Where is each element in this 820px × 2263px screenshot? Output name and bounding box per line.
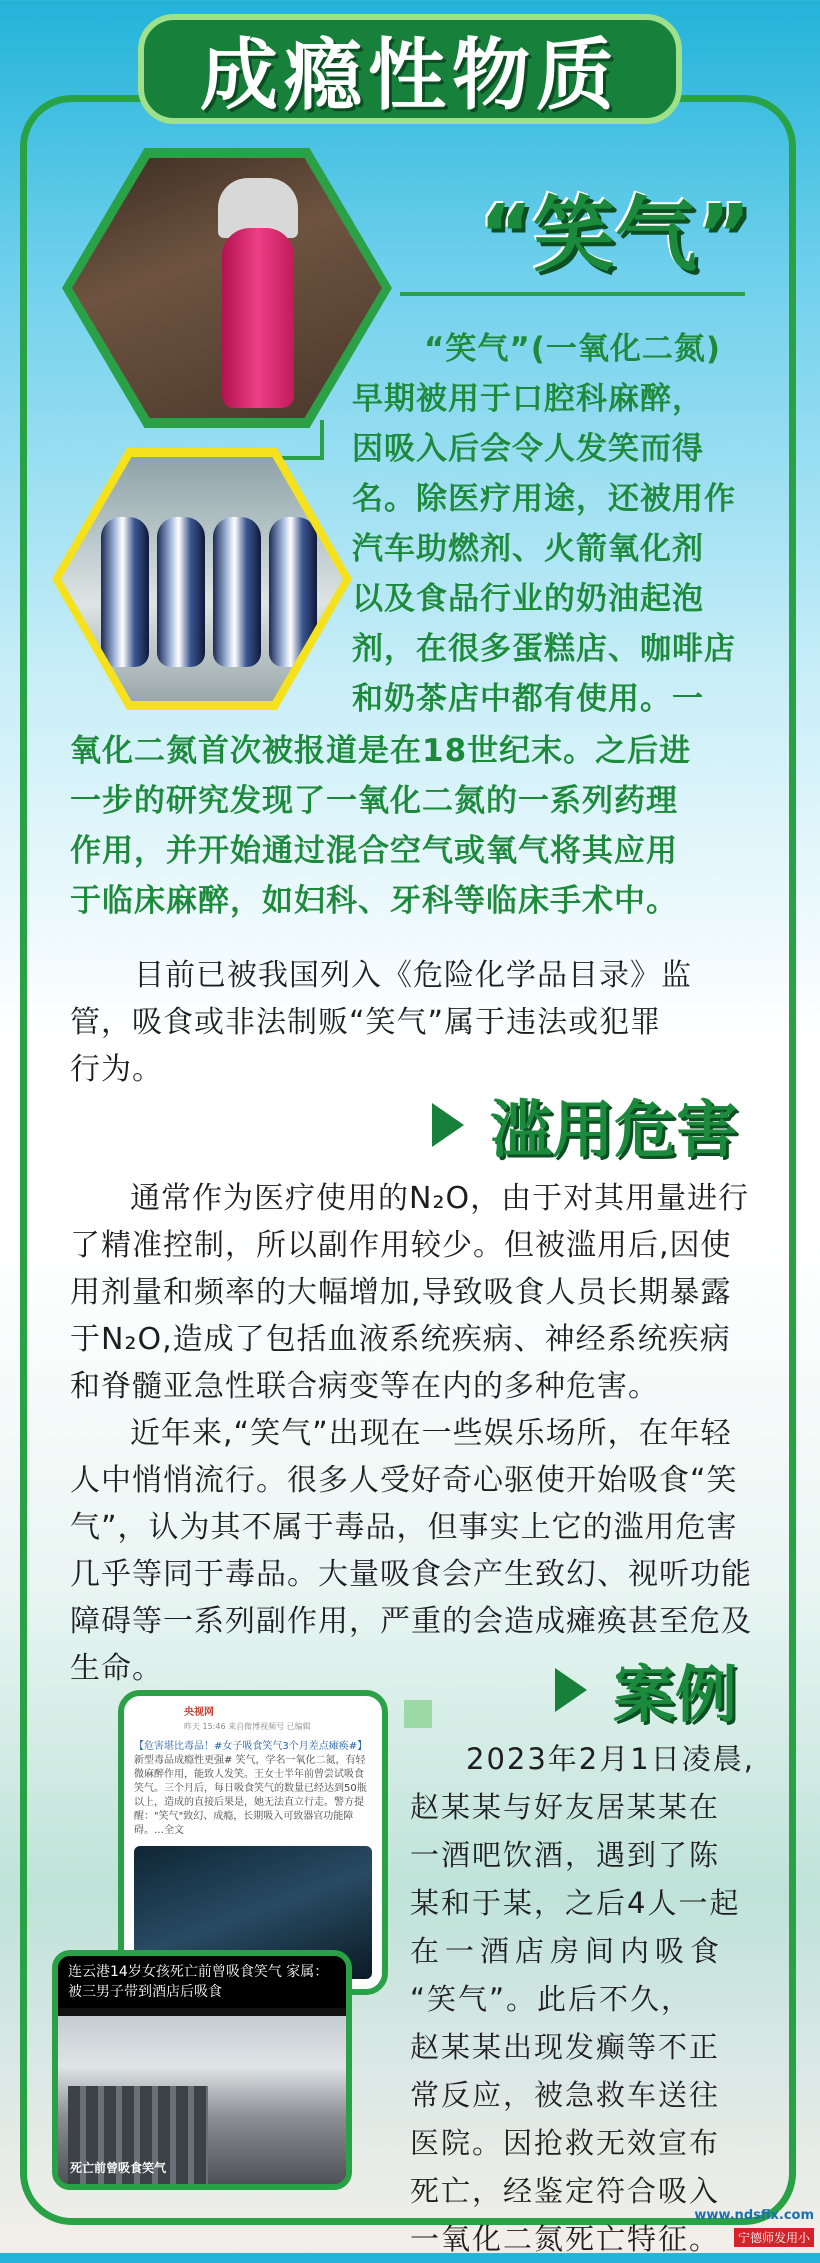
text-line: 一酒吧饮酒，遇到了陈 bbox=[410, 1838, 721, 1872]
text-line: 赵某某出现发癫等不正 bbox=[410, 2030, 721, 2064]
text-line: 一氧化二氮死亡特征。 bbox=[410, 2222, 721, 2256]
decor-square bbox=[404, 1700, 432, 1728]
text-line: 目前已被我国列入《危险化学品目录》监 bbox=[134, 958, 692, 993]
text-line: 汽车助燃剂、火箭氧化剂 bbox=[352, 531, 704, 567]
news-photo-caption: 连云港14岁女孩死亡前曾吸食笑气 家属：被三男子带到酒店后吸食 bbox=[58, 1956, 346, 2008]
harm-paragraph-1 bbox=[70, 1175, 770, 1410]
text-line: 死亡，经鉴定符合吸入 bbox=[410, 2174, 721, 2208]
text-line: 以及食品行业的奶油起泡 bbox=[352, 581, 704, 617]
harm-heading bbox=[432, 1080, 738, 1169]
text-line: 了精准控制，所以副作用较少。但被滥用后,因使 bbox=[70, 1228, 732, 1263]
text-line: 人中悄悄流行。很多人受好奇心驱使开始吸食“笑 bbox=[70, 1463, 738, 1498]
text-line: 某和于某，之后4人一起 bbox=[410, 1886, 741, 1920]
news-headline: 【危害堪比毒品！#女子吸食笑气3个月差点瘫痪#】 bbox=[134, 1741, 368, 1752]
text-line: 作用，并开始通过混合空气或氧气将其应用 bbox=[70, 833, 678, 869]
news-meta: 昨天 15:46 来自微博视频号 已编辑 bbox=[184, 1722, 311, 1731]
text-line: 一步的研究发现了一氧化二氮的一系列药理 bbox=[70, 783, 678, 819]
text-line: 障碍等一系列副作用，严重的会造成瘫痪甚至危及 bbox=[70, 1604, 752, 1639]
text-line: 和奶茶店中都有使用。一 bbox=[352, 681, 704, 717]
text-line: 和脊髓亚急性联合病变等在内的多种危害。 bbox=[70, 1369, 659, 1404]
text-line: 在一酒店房间内吸食 bbox=[410, 1934, 726, 1968]
watermark: www.ndsfix.com bbox=[694, 2208, 814, 2223]
divider-line bbox=[400, 292, 745, 296]
text-line: 通常作为医疗使用的N₂O，由于对其用量进行 bbox=[130, 1181, 750, 1216]
text-line: 于N₂O,造成了包括血液系统疾病、神经系统疾病 bbox=[70, 1322, 731, 1357]
triangle-icon bbox=[555, 1668, 587, 1712]
text-line: 名。除医疗用途，还被用作 bbox=[352, 481, 736, 517]
text-line: 于临床麻醉，如妇科、牙科等临床手术中。 bbox=[70, 883, 678, 919]
page-title: 成瘾性物质 bbox=[199, 31, 620, 121]
text-line: 几乎等同于毒品。大量吸食会产生致幻、视听功能 bbox=[70, 1557, 752, 1592]
text-line: 常反应，被急救车送往 bbox=[410, 2078, 721, 2112]
text-line: 气”，认为其不属于毒品，但事实上它的滥用危害 bbox=[70, 1510, 738, 1545]
title-banner bbox=[138, 14, 682, 124]
text-line: 医院。因抢救无效宣布 bbox=[410, 2126, 721, 2160]
text-line: 2023年2月1日凌晨, bbox=[466, 1742, 755, 1776]
text-line: 用剂量和频率的大幅增加,导致吸食人员长期暴露 bbox=[70, 1275, 732, 1310]
case-heading bbox=[555, 1645, 737, 1734]
intro-paragraph-right bbox=[352, 324, 752, 724]
intro-paragraph-full bbox=[70, 726, 770, 926]
text-line: 氧化二氮首次被报道是在18世纪末。之后进 bbox=[70, 733, 692, 769]
harm-heading-text: 滥用危害 bbox=[490, 1093, 739, 1166]
regulation-paragraph bbox=[70, 952, 770, 1093]
case-paragraph bbox=[410, 1735, 755, 2263]
text-line: 剂，在很多蛋糕店、咖啡店 bbox=[352, 631, 736, 667]
text-line: 赵某某与好友居某某在 bbox=[410, 1790, 721, 1824]
text-line: “笑气”(一氧化二氮) bbox=[424, 331, 722, 367]
text-line: 早期被用于口腔科麻醉， bbox=[352, 381, 704, 417]
text-line: 因吸入后会令人发笑而得 bbox=[352, 431, 704, 467]
triangle-icon bbox=[432, 1103, 464, 1147]
text-line: 近年来,“笑气”出现在一些娱乐场所，在年轻 bbox=[130, 1416, 732, 1451]
photo-overlay-text: 死亡前曾吸食笑气 bbox=[70, 2161, 167, 2175]
subtitle: “笑气” bbox=[479, 188, 751, 283]
news-source: 央视网 bbox=[184, 1707, 214, 1718]
text-line: “笑气”。此后不久， bbox=[410, 1982, 693, 2016]
text-line: 生命。 bbox=[70, 1651, 163, 1686]
watermark-badge: 宁德师发用小 bbox=[734, 2228, 814, 2247]
news-photo-card bbox=[52, 1950, 352, 2190]
news-body: 新型毒品成瘾性更强# 笑气，学名一氧化二氮，有轻微麻醉作用，能致人发笑。王女士半年前曾尝试吸食笑气。三个月后，每日吸食笑气的数量已经达到50瓶以上，造成的直接后果是，她无法直立行走。警方提醒："笑气"致幻、成瘾，长期吸入可致器官功能障碍。…全文 bbox=[134, 1755, 367, 1836]
text-line: 行为。 bbox=[70, 1052, 163, 1087]
case-heading-text: 案例 bbox=[613, 1658, 738, 1731]
text-line: 管，吸食或非法制贩“笑气”属于违法或犯罪 bbox=[70, 1005, 662, 1040]
